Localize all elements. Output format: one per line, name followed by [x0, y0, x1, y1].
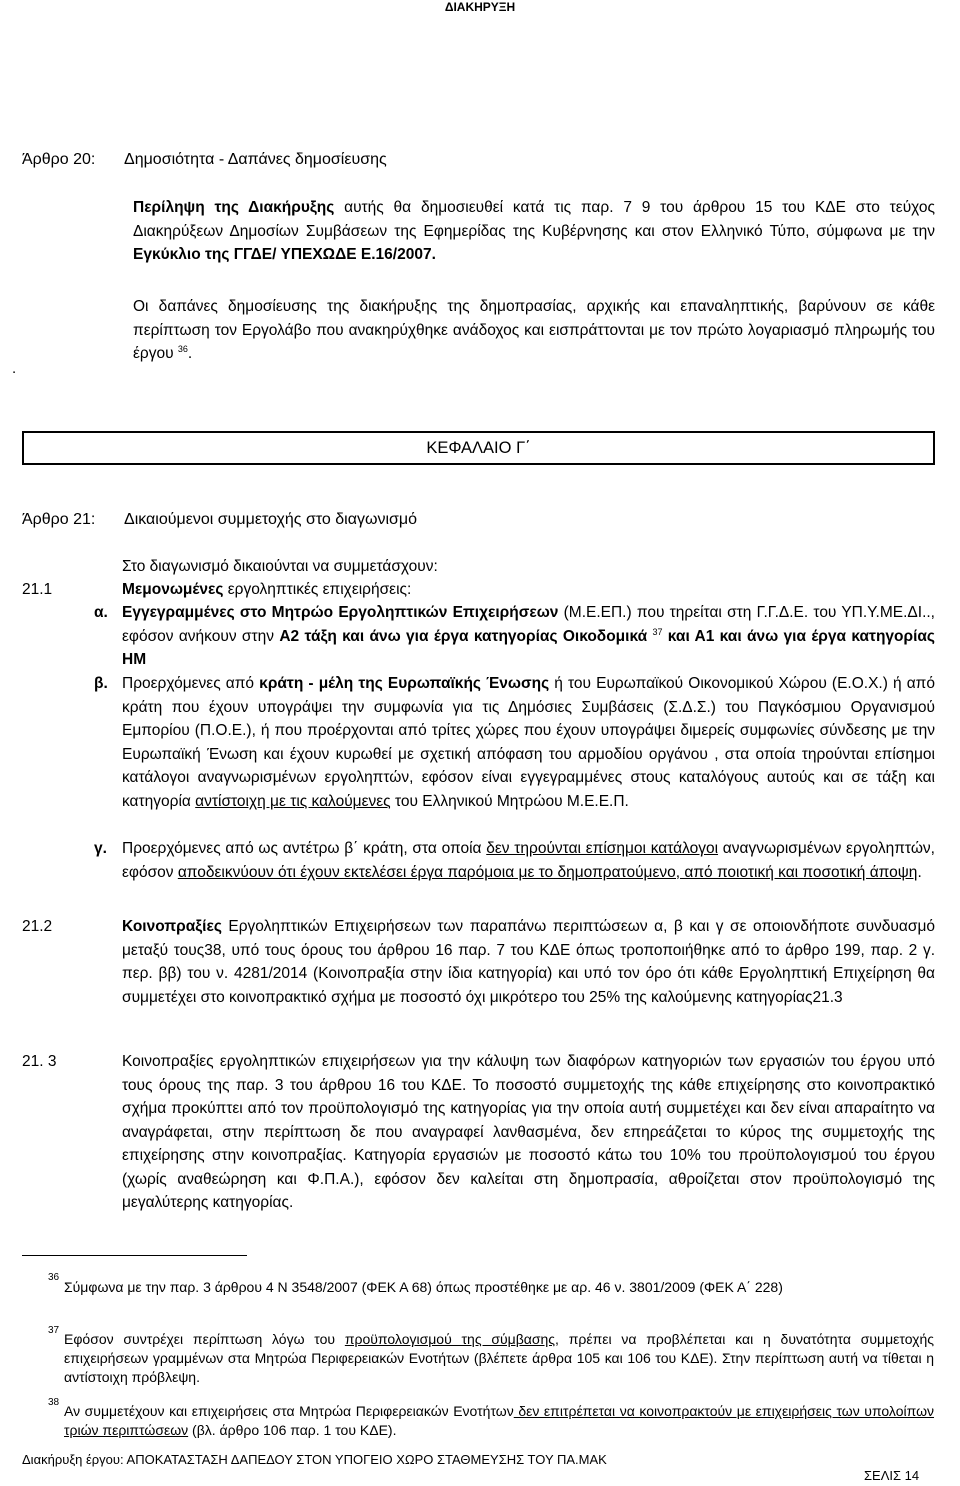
article-21-intro: Στο διαγωνισμό δικαιούνται να συμμετάσχουν: [122, 558, 438, 575]
emphasis: και Α1 και άνω για έργα κατηγορίας ΗΜ [122, 627, 935, 668]
section-21-2-number: 21.2 [22, 918, 53, 935]
text: Εφόσον συντρέχει περίπτωση λόγω του [64, 1331, 345, 1347]
item-c-letter: γ. [94, 840, 107, 857]
underlined: προϋπολογισμού της σύμβασης [344, 1331, 556, 1347]
document-header: ΔΙΑΚΗΡΥΞΗ [444, 0, 516, 14]
article-20-label: Άρθρο 20: [22, 151, 96, 168]
text: (βλ. άρθρο 106 παρ. 1 του ΚΔΕ). [188, 1422, 397, 1438]
section-21-3-text: Κοινοπραξίες εργοληπτικών επιχειρήσεων για την κάλυψη των διαφόρων κατηγοριών των εργασιών του έργου υπό τους όρους της παρ. 3 του άρθρου 16 του ΚΔΕ. Το ποσοστό συμμετοχής της κάθε επιχείρησης στο κοινοπρακτικό σχήμα προκύπτει από τον προϋπολογισμό της κατηγορίας για την οποία αυτή συμμετέχει και δεν είναι απαραίτητο να αναγράφεται, στην περίπτωση δε που αναγραφεί λανθασμένα, δεν επηρεάζεται το κύρος της συμμετοχής της επιχείρησης στην κοινοπραξίας. Κατηγορία εργασιών με ποσοστό κάτω του 10% του προϋπολογισμού του έργου (χωρίς αναθεώρηση και Φ.Π.Α.), εφόσον δεν καλείται στη δημοπρασία, αθροίζεται στον προϋπολογισμό της μεγαλύτερης κατηγορίας. [122, 1053, 935, 1211]
emphasis: Περίληψη της Διακήρυξης [133, 199, 335, 216]
item-a-text [122, 601, 935, 672]
footnote-38-number: 38 [48, 1397, 60, 1408]
footnote-ref-36: 36 [177, 343, 188, 354]
underlined: αποδεικνύουν ότι έχουν εκτελέσει έργα παρόμοια με το δημοπρατούμενο, από ποιοτική και ποσοτική άποψη [177, 863, 918, 881]
article-21-label: Άρθρο 21: [22, 511, 96, 528]
footnote-36-number: 36 [48, 1272, 60, 1283]
chapter-title: ΚΕΦΑΛΑΙΟ Γ΄ [426, 439, 531, 457]
text: (Μ.Ε.ΕΠ.) που τηρείται στη Γ.Γ.Δ.Ε. του ΥΠ.Υ.ΜΕ.ΔΙ.., εφόσον ανήκουν στην [122, 604, 935, 645]
emphasis: Μεμονωμένες [122, 581, 224, 598]
text: Οι δαπάνες δημοσίευσης της διακήρυξης της δημοπρασίας, αρχικής και επαναληπτικής, βαρύνουν σε κάθε περίπτωση τον Εργολάβο που ανακηρύχθηκε ανάδοχος και εισπράττονται με τον πρώτο λογαριασμό πληρωμής του έργου [133, 298, 935, 362]
item-b-letter: β. [94, 675, 108, 692]
text: Αν συμμετέχουν και επιχειρήσεις στα Μητρώα Περιφερειακών Ενοτήτων [64, 1403, 514, 1419]
underlined: δεν τηρούνται επίσημοι κατάλογοι [486, 840, 719, 857]
chapter-heading-box [22, 431, 935, 465]
article-20-paragraph-2 [133, 295, 935, 366]
emphasis: κράτη - μέλη της Ευρωπαϊκής Ένωσης [259, 675, 550, 692]
footnote-ref-37: 37 [652, 626, 663, 637]
text: , πρέπει να προβλέπεται και η δυνατότητα συμμετοχής επιχειρήσεων γραμμένων στα Μητρώα Περιφερειακών Ενοτήτων (βλέπετε άρθρα 105 και 106 του ΚΔΕ). Στην περίπτωση αυτή να τίθεται η αντίστοιχη πρόβλεψη. [64, 1331, 935, 1385]
item-c-text [122, 837, 935, 884]
article-20-title: Δημοσιότητα - Δαπάνες δημοσίευσης [124, 151, 387, 168]
text: . [187, 345, 193, 362]
emphasis: Α2 τάξη και άνω για έργα κατηγορίας Οικοδομικά [279, 627, 648, 645]
emphasis: Εγγεγραμμένες στο Μητρώο Εργοληπτικών Επιχειρήσεων [122, 604, 559, 621]
item-b-text [122, 672, 935, 813]
underlined: αντίστοιχη με τις καλούμενες [195, 792, 391, 810]
text: ή του Ευρωπαϊκού Οικονομικού Χώρου (Ε.Ο.Χ.) ή από κράτη που έχουν υπογράψει την συμφωνία για τις Δημόσιες Συμβάσεις (Σ.Δ.Σ.) του Παγκόσμιου Οργανισμού Εμπορίου (Π.Ο.Ε.), ή που προέρχονται από τρίτες χώρες που έχουν υπογράψει διμερείς συμφωνίες σύνδεσης με την Ευρωπαϊκή Ένωση και έχουν κυρωθεί με σχετική απόφαση του αρμοδίου οργάνου , στα οποία τηρούνται επίσημοι κατάλογοι αναγνωρισμένων εργοληπτών, εφόσον είναι εγγεγραμμένες στους καταλόγους αυτούς και σε τάξη και κατηγορία [122, 675, 935, 810]
item-a-letter: α. [94, 604, 108, 621]
text: . [917, 863, 922, 881]
article-21-title: Δικαιούμενοι συμμετοχής στο διαγωνισμό [124, 511, 418, 528]
text: του Ελληνικού Μητρώου Μ.Ε.Ε.Π. [390, 792, 629, 810]
section-21-1-heading [122, 578, 411, 602]
text: Εργοληπτικών Επιχειρήσεων των παραπάνω περιπτώσεων α, β και γ σε οποιονδήποτε συνδυασμό μεταξύ τους38, υπό τους όρους του άρθρου 16 παρ. 7 του ΚΔΕ όπως τροποποιήθηκε από το άρθρο 199, παρ. 2 γ. περ. ββ) του ν. 4281/2014 (Κοινοπραξία στην ίδια κατηγορία) και υπό τον όρο ότι κάθε Εργοληπτική Επιχείρηση θα συμμετέχει στο κοινοπρακτικό σχήμα με ποσοστό όχι μικρότερο του 25% της καλούμενης κατηγορίας21.3 [122, 918, 935, 1006]
text: Προερχόμενες από ως αντέτρω β΄ κράτη, στα οποία [122, 840, 487, 857]
text: αναγνωρισμένων εργοληπτών, εφόσον [122, 840, 935, 881]
footnote-36-text: Σύμφωνα με την παρ. 3 άρθρου 4 Ν 3548/2007 (ΦΕΚ Α 68) όπως προστέθηκε με αρ. 46 ν. 3801/2009 (ΦΕΚ Α΄ 228) [64, 1279, 783, 1295]
underlined: δεν επιτρέπεται να κοινοπρακτούν με επιχειρήσεις των υπολοίπων τριών περιπτώσεων [64, 1403, 935, 1438]
footer-project-title: Διακήρυξη έργου: ΑΠΟΚΑΤΑΣΤΑΣΗ ΔΑΠΕΔΟΥ ΣΤΟΝ ΥΠΟΓΕΙΟ ΧΩΡΟ ΣΤΑΘΜΕΥΣΗΣ ΤΟΥ ΠΑ.ΜΑΚ [22, 1452, 607, 1467]
footnote-separator [22, 1255, 247, 1256]
emphasis: Εγκύκλιο της ΓΓΔΕ/ ΥΠΕΧΩΔΕ Ε.16/2007. [133, 246, 436, 263]
page-number: ΣΕΛΙΣ 14 [864, 1468, 920, 1483]
text: Προερχόμενες από [122, 675, 260, 692]
text: αυτής θα δημοσιευθεί κατά τις παρ. 7 9 του άρθρου 15 του ΚΔΕ στο τεύχος Διακηρύξεων Δημοσίων Συμβάσεων της Εφημερίδας της Κυβέρνησης και στον Ελληνικό Τύπο, σύμφωνα με την [133, 199, 935, 240]
footnote-37-number: 37 [48, 1325, 60, 1336]
section-21-3-number: 21. 3 [22, 1053, 57, 1070]
emphasis: Κοινοπραξίες [122, 918, 222, 935]
section-21-1-number: 21.1 [22, 581, 53, 598]
footnote-37-text [64, 1330, 934, 1387]
stray-dot: . [12, 360, 17, 377]
footnote-38-text [64, 1402, 934, 1440]
section-21-2-text [122, 915, 935, 1009]
text: εργοληπτικές επιχειρήσεις: [223, 581, 412, 598]
article-20-paragraph-1 [133, 196, 935, 267]
